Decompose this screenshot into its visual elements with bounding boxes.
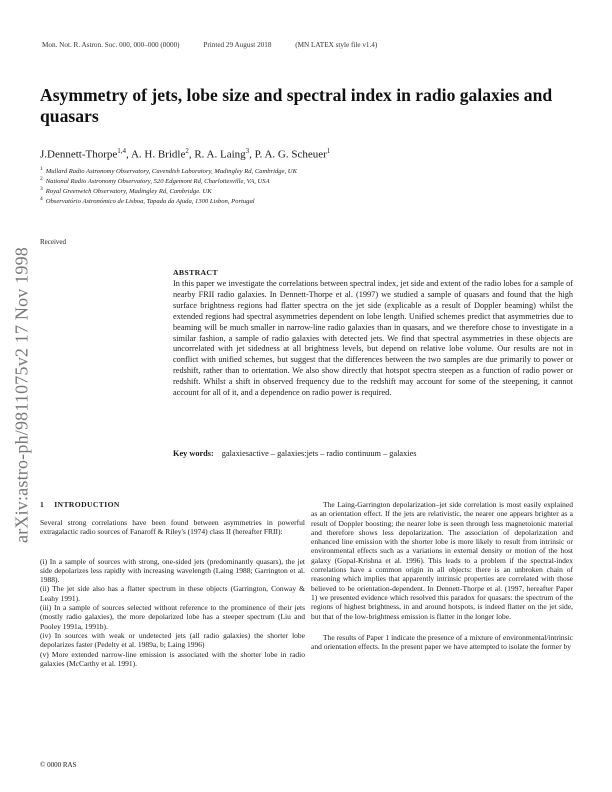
journal-citation: Mon. Not. R. Astron. Soc. 000, 000–000 (0000) — [42, 41, 180, 49]
running-head — [42, 41, 399, 49]
keywords — [173, 449, 573, 458]
left-column — [40, 518, 305, 668]
section-heading — [40, 500, 120, 509]
section-number: 1 — [40, 500, 45, 509]
paper-title: Asymmetry of jets, lobe size and spectral index in radio galaxies and quasars — [40, 85, 553, 126]
author-name: A. H. Bridle — [130, 148, 186, 161]
author-affil-mark: 1,4 — [117, 147, 127, 155]
author-affil-mark: 3 — [245, 147, 250, 155]
author-affil-mark: 2 — [185, 147, 189, 155]
style-note: (MN LATEX style file v1.4) — [295, 41, 378, 49]
arxiv-stamp: arXiv:astro-ph/9811075v2 17 Nov 1998 — [11, 247, 32, 543]
section-title: INTRODUCTION — [54, 500, 120, 509]
author-name: P. A. G. Scheuer — [254, 148, 327, 161]
keywords-label: Key words: — [173, 449, 214, 458]
printed-date: Printed 29 August 2018 — [203, 41, 272, 49]
affiliation: $^4$ Observatório Astronómico de Lisboa, Tapada da Ajuda, 1300 Lisbon, Portugal — [40, 196, 255, 206]
abstract-heading: ABSTRACT — [173, 268, 218, 277]
body-paragraph: The Laing-Garrington depolarization–jet side correlation is most easily explained as an orientation effect. If the jets are relativistic, the nearer one appears brighter as a result of Doppler boosting; the nearer lobe is seen through less magnetoionic material and therefore shows less depolarization. The association of depolarization and enhanced line emission with the shorter lobe is more likely to result from intrinsic or environmental effects such as a variations in external density or motion of the host galaxy (Gopal-Krishna et al. 1996). This leads to a problem if the spectral-index correlations have a common origin in all objects: there is an unbroken chain of reasoning which implies that apparently intrinsic properties are correlated with those believed to be orientation-dependent. In Dennett-Thorpe et al. (1997, hereafter Paper 1) we presented evidence which resolved this paradox for quasars: the spectrum of the regions of highest brightness, in and around hotspots, is indeed flatter on the jet side, but that of the low-brightness emission is flatter in the longer lobe. — [311, 500, 573, 621]
right-column — [311, 500, 573, 651]
affiliation: $^3$ Royal Greenwich Observatory, Madingley Rd, Cambridge. UK — [40, 186, 212, 196]
list-item: (i) In a sample of sources with strong, one-sided jets (predominantly quasars), the jet side depolarizes less rapidly with increasing wavelength (Laing 1988; Garrington et al. 1988). — [40, 556, 305, 585]
list-item: (iv) In sources with weak or undetected jets (all radio galaxies) the shorter lobe depolarizes faster (Pedelty et al. 1989a, b; Laing 1996) — [40, 630, 305, 650]
abstract-text: In this paper we investigate the correlations between spectral index, jet side and extent of the radio lobes for a sample of nearby FRII radio galaxies. In Dennett-Thorpe et al. (1997) we studied a sample of quasars and found that the high surface brightness regions had flatter spectra on the jet side (explicable as a result of Doppler beaming) whilst the extended regions had spectral asymmetries dependent on lobe length. Unified schemes predict that asymmetries due to beaming will be much smaller in narrow-line radio galaxies than in quasars, and we therefore chose to investigate in a similar fashion, a sample of radio galaxies with detected jets. We find that spectral asymmetries in these objects are uncorrelated with jet sidedness at all brightness levels, but depend on relative lobe volume. Our results are not in conflict with unified schemes, but suggest that the differences between the two samples are due primarily to power or redshift, rather than to orientation. We also show directly that hotspot spectra steepen as a function of radio power or redshift. Whilst a shift in observed frequency due to the redshift may account for some of the steepening, it cannot account for all of it, and a dependence on radio power is required. — [173, 279, 573, 398]
affiliation: $^2$ National Radio Astronomy Observatory, 520 Edgemont Rd, Charlottesville, VA, USA — [40, 176, 270, 186]
author-affil-mark: 1 — [326, 147, 331, 155]
list-item: (ii) The jet side also has a flatter spectrum in these objects (Garrington, Conway & Leahy 1991). — [40, 584, 305, 603]
author-list: J.Dennett-Thorpe$^{1,4}$, A. H. Bridle$^2$, R. A. Laing$^3$, P. A. G. Scheuer$^1$ — [40, 147, 331, 161]
received-line: Received — [40, 238, 67, 246]
affiliation: $^1$ Mullard Radio Astronomy Observatory, Cavendish Laboratory, Madingley Rd, Cambridge, UK — [40, 166, 297, 176]
keywords-text: galaxiesactive – galaxies:jets – radio continuum – galaxies — [221, 449, 417, 458]
list-item: (iii) In a sample of sources selected without reference to the prominence of their jets (mostly radio galaxies), the more depolarized lobe has a steeper spectrum (Liu and Pooley 1991a, 1991b). — [40, 603, 305, 631]
body-paragraph: The results of Paper 1 indicate the presence of a mixture of environmental/intrinsic and orientation effects. In the present paper we have attempted to isolate the former by — [311, 632, 573, 652]
author-name: J.Dennett-Thorpe — [40, 148, 118, 161]
intro-paragraph: Several strong correlations have been found between asymmetries in powerful extragalactic radio sources of Fanaroff & Riley's (1974) class II (hereafter FRII): — [40, 518, 305, 537]
list-item: (v) More extended narrow-line emission is associated with the shorter lobe in radio galaxies (McCarthy et al. 1991). — [40, 649, 305, 668]
author-name: R. A. Laing — [194, 148, 246, 161]
copyright-footer: © 0000 RAS — [40, 761, 77, 769]
